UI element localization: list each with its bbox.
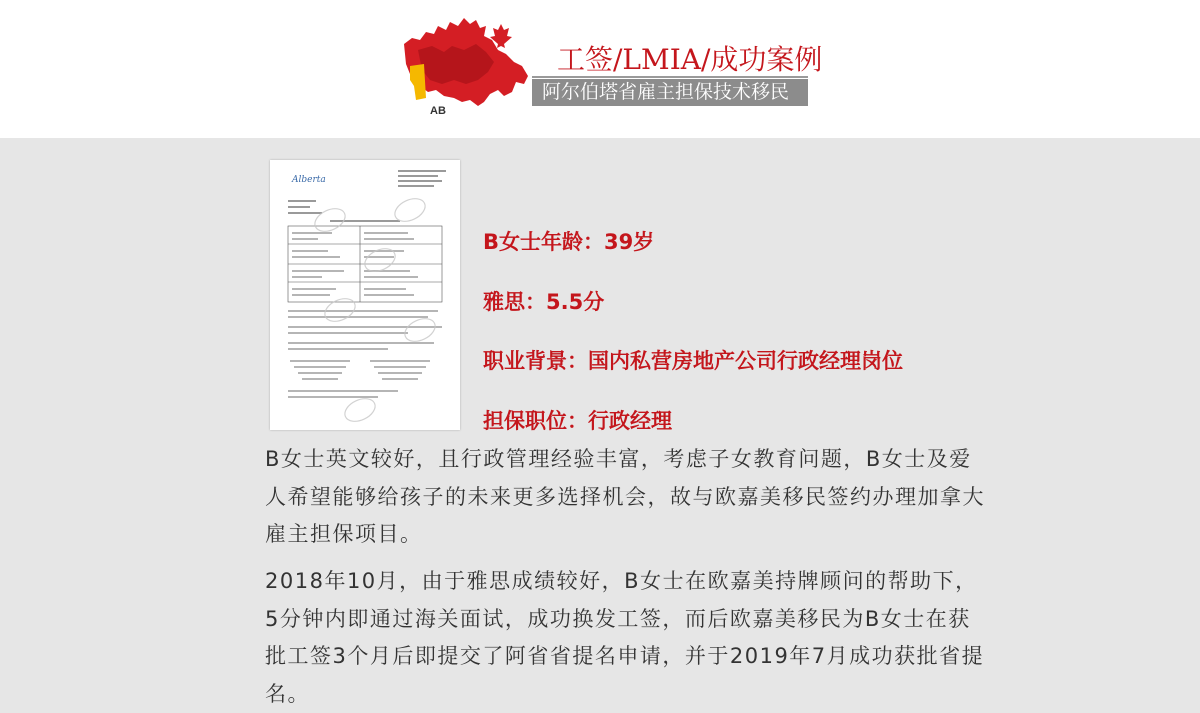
map-label: AB [430,105,446,117]
document-illustration [270,160,460,430]
fact-position: 担保职位：行政经理 [483,409,672,433]
document-logo: Alberta [292,175,326,185]
approval-document-image [270,160,460,430]
fact-age: B女士年龄：39岁 [483,230,655,254]
case-paragraph-2: 2018年10月，由于雅思成绩较好，B女士在欧嘉美持牌顾问的帮助下，5分钟内即通过海关面试，成功换发工签，而后欧嘉美移民为B女士在获批工签3个月后即提交了阿省省提名申请，并于2019年7月成功获批省提名。 [265,569,985,706]
canada-map-icon [398,10,533,118]
page-title: 工签/LMIA/成功案例 [557,43,823,76]
fact-ielts: 雅思：5.5分 [483,290,605,314]
page-subtitle: 阿尔伯塔省雇主担保技术移民 [532,79,808,106]
title-divider [532,76,808,78]
case-paragraph-1: B女士英文较好，且行政管理经验丰富，考虑子女教育问题，B女士及爱人希望能够给孩子的未来更多选择机会，故与欧嘉美移民签约办理加拿大雇主担保项目。 [265,447,985,546]
fact-background: 职业背景：国内私营房地产公司行政经理岗位 [483,349,903,373]
header-banner [0,0,1200,138]
